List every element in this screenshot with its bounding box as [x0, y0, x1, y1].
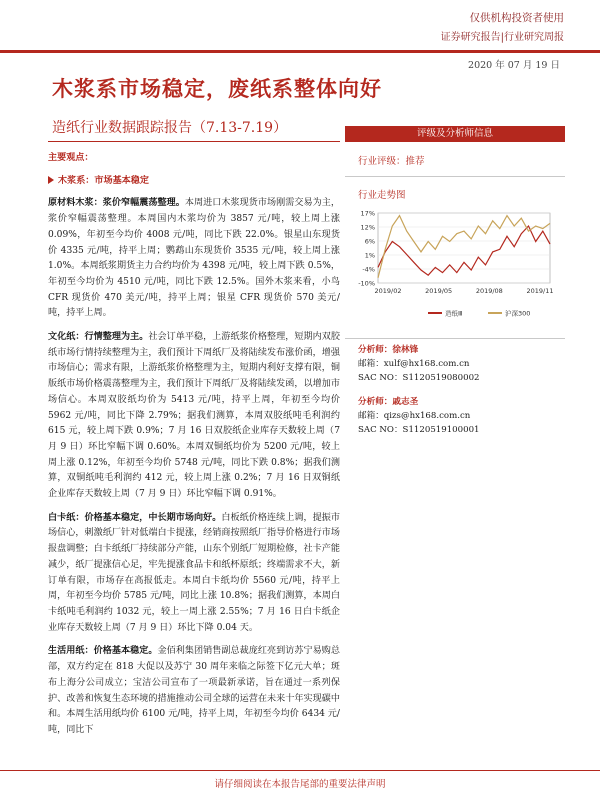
y-tick-label: -4%: [362, 265, 375, 274]
paragraph-lead: 生活用纸：价格基本稳定。: [48, 645, 158, 657]
paragraph-lead: 原材料木浆：浆价窄幅震荡整理。: [48, 197, 185, 209]
report-subtitle: 造纸行业数据跟踪报告（7.13-7.19）: [52, 120, 288, 136]
legend-label: 造纸Ⅲ: [445, 309, 463, 318]
x-tick-label: 2019/11: [526, 287, 554, 295]
paragraph-lead: 文化纸：行情整理为主。: [48, 331, 149, 343]
analyst-sac: SAC NO：S1120519100001: [358, 425, 480, 435]
trend-chart-title: 行业走势图: [358, 190, 406, 201]
paragraph-lead: 白卡纸：价格基本稳定，中长期市场向好。: [48, 511, 222, 523]
side-divider: [345, 338, 565, 339]
report-type: 证券研究报告|行业研究周报: [440, 32, 564, 43]
industry-rating: 行业评级：推荐: [358, 156, 425, 167]
analyst-name-line: [358, 343, 480, 357]
analyst-sac: SAC NO：S1120519080002: [358, 373, 480, 383]
audience-note: 仅供机构投资者使用: [469, 12, 564, 24]
analyst-name: 徐林锋: [392, 345, 419, 355]
subtitle-rule: [48, 141, 340, 142]
y-tick-label: 6%: [364, 237, 375, 246]
paragraph-body: 社会订单平稳，上游纸浆价格整理，短期内双胶纸市场行情持续整理为主，我们预计下周纸厂及将陆续发布涨价函，增强市场信心；需求有限，上游纸浆价格整理为主，短期内利好支撑有限，铜版纸市场价格震荡整理为主，我们预计下周纸厂及将陆续发函，以增加市场信心。本周双胶纸均价为 5413 元/吨，持平上周，年初至今均价 5962 元/吨，同比下降 2.79%；据我们测算，本周双胶纸吨毛利润约 615 元，较上周下跌 0.9%；7 月 16 日双胶纸企业库存天数较上周（7 月 9 日）环比窄幅下调 0.60%。本周双铜纸均价为 5200 元/吨，较上周上涨 0.12%，年初至今均价 5748 元/吨，同比下跌 0.8%；据我们测算，双铜纸吨毛利润约 412 元，较上周上涨 0.2%；7 月 16 日双铜纸企业库存天数较上周（7 月 9 日）环比窄幅下调 0.91%。: [48, 332, 340, 500]
analyst-label: 分析师：: [358, 345, 393, 355]
y-tick-label: -10%: [358, 279, 375, 288]
paragraph-body: 金佰利集团销售副总裁庞红亮到访苏宁易购总部，双方约定在 818 大促以及苏宁 30 周年来临之际签下亿元大单；斑布上海分公司成立；宝洁公司宣布了一项最新承诺，旨在通过一系列保护、改善和恢复生态环境的措施推动公司全球的运营在未来十年实现碳中和。本周生活用纸均价 6100 元/吨，持平上周，年初至今均价 6434 元/吨，同比下: [48, 646, 340, 735]
series-line-2: [378, 216, 550, 278]
key-points-heading: 主要观点：: [48, 152, 94, 163]
report-date: 2020 年 07 月 19 日: [468, 60, 560, 71]
y-tick-label: 17%: [360, 209, 375, 218]
analyst-email: 邮箱：qizs@hx168.com.cn: [358, 411, 471, 421]
side-panel-title: 评级及分析师信息: [345, 126, 565, 142]
chart-legend: [428, 309, 530, 318]
report-title: 木浆系市场稳定，废纸系整体向好: [52, 76, 382, 101]
main-column: [48, 150, 340, 746]
footer-rule: [0, 770, 600, 771]
x-tick-label: 2019/08: [475, 287, 503, 295]
paragraph-body: 本周进口木浆现货市场刚需交易为主，浆价窄幅震荡整理。本周国内木浆均价为 3857 元/吨，较上周上涨 0.09%，年初至今均价 4008 元/吨，同比下跌 22.0%。银星山东现货价 4335 元/吨，持平上周；鹦鹉山东现货价 3535 元/吨，较上周上涨 1.0%。本周纸浆期货主力合约均价为 4398 元/吨，较上周下跌 0.5%，年初至今均价为 4510 元/吨，同比下跌 12.5%。国外木浆来看，小鸟 CFR 现货价 470 美元/吨，持平上周；银星 CFR 现货价 570 美元/吨，持平上周。: [48, 198, 340, 319]
paragraph-pulp: [48, 195, 340, 322]
paragraph-white-card: [48, 510, 340, 637]
triangle-bullet-icon: [48, 176, 54, 184]
legal-notice: 请仔细阅读在本报告尾部的重要法律声明: [214, 779, 386, 790]
side-divider: [345, 176, 565, 177]
x-tick-label: 2019/02: [374, 287, 402, 295]
chart-x-ticks: [374, 287, 553, 295]
legend-label: 沪深300: [505, 309, 531, 318]
paragraph-body: 白板纸价格连续上调，提振市场信心，刺激纸厂针对低端白卡提涨，经销商按照纸厂指导价格进行市场报盘调整；白卡纸纸厂持续部分产能，山东个别纸厂短期检修，社卡产能减少，纸厂提涨信心足，牢先提涨食品卡和纸杯原纸；终端需求不大，新订单有限，市场存在高报低走。本周白卡纸均价 5560 元/吨，持平上周，年初至今均价 5785 元/吨，同比上涨 10.8%；据我们测算，本周白卡纸吨毛利润约 1032 元，较上一周上涨 2.55%；7 月 16 日白卡纸企业库存天数较上周（7 月 9 日）环比下降 0.04 天。: [48, 512, 340, 633]
x-tick-label: 2019/05: [425, 287, 453, 295]
y-tick-label: 12%: [360, 223, 375, 232]
analyst-name: 戚志圣: [392, 397, 419, 407]
paragraph-culture-paper: [48, 329, 340, 503]
section-heading-pulp: [48, 173, 340, 189]
y-tick-label: 1%: [364, 251, 375, 260]
analyst-card-1: [358, 343, 480, 385]
analyst-name-line: [358, 395, 480, 409]
header-rule: [0, 50, 600, 53]
section-heading-text: 木浆系：市场基本稳定: [58, 174, 149, 186]
series-line-1: [378, 226, 550, 275]
industry-trend-chart: [350, 205, 565, 325]
paragraph-tissue: [48, 643, 340, 738]
analyst-label: 分析师：: [358, 397, 393, 407]
chart-series: [378, 216, 550, 278]
analyst-card-2: [358, 395, 480, 437]
analyst-email: 邮箱：xulf@hx168.com.cn: [358, 359, 470, 369]
chart-y-ticks: [358, 210, 375, 288]
